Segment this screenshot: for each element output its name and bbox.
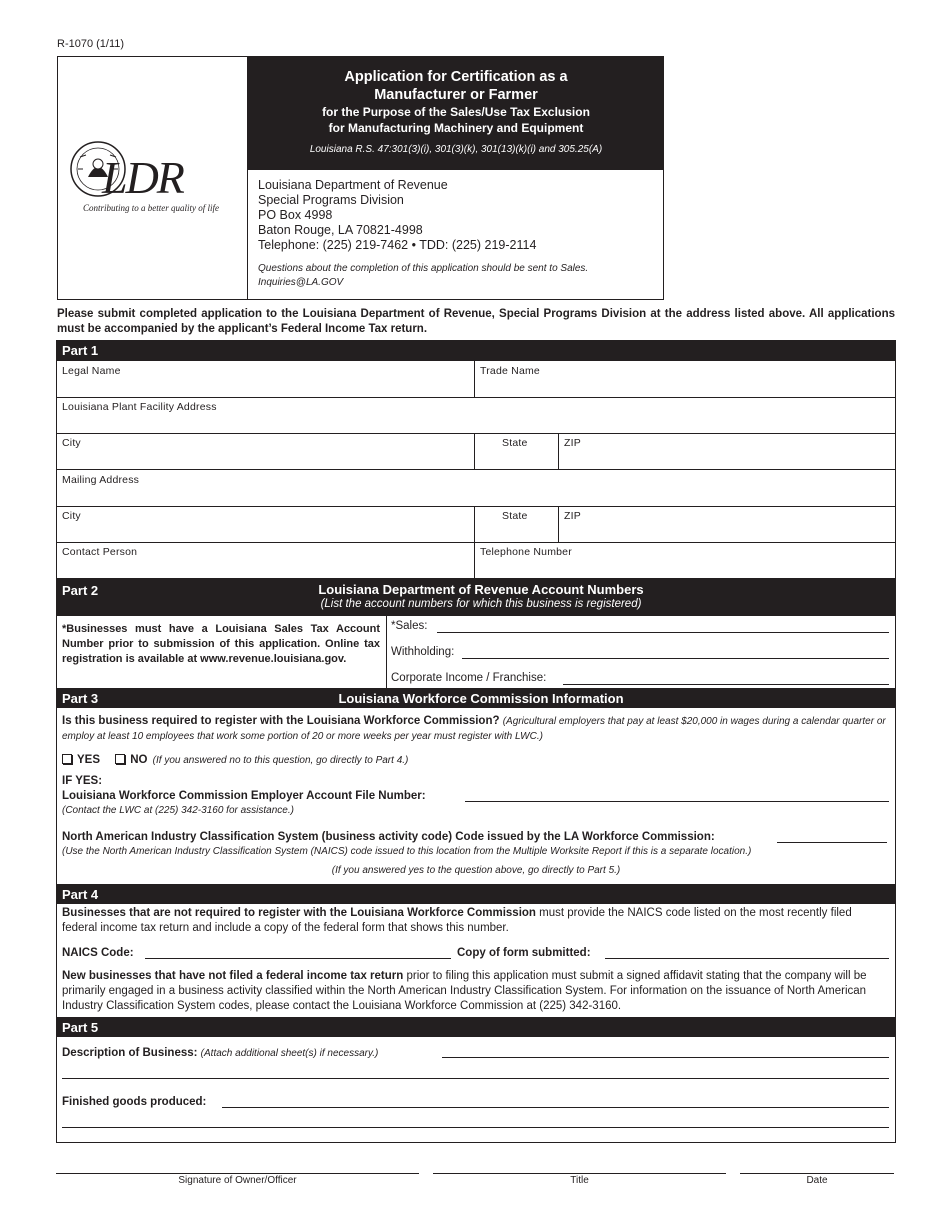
signature-date-label: Date (806, 1175, 828, 1186)
part2-subtitle: (List the account numbers for which this business is registered) (320, 598, 642, 610)
part4-heading: Part 4 (62, 887, 99, 902)
logo-text: LDR (102, 152, 183, 203)
questions-line-2: Inquiries@LA.GOV (258, 277, 344, 288)
address-line: Telephone: (225) 219-7462 • TDD: (225) 219-2114 (258, 238, 537, 252)
lwc-naics-note: (Use the North American Industry Classification System (NAICS) code issued to this location from the Multiple Worksite Report if this is a separate location.) (62, 846, 752, 857)
plant-city-field[interactable] (56, 434, 475, 470)
copy-form-input[interactable] (605, 958, 889, 959)
copy-form-label: Copy of form submitted: (457, 947, 591, 959)
description-input-line-1[interactable] (442, 1057, 889, 1058)
trade-name-field[interactable] (475, 361, 896, 398)
part3-heading: Part 3 (62, 691, 99, 706)
part2-header (56, 579, 896, 616)
address-block (258, 178, 658, 290)
plant-address-field[interactable] (56, 398, 896, 434)
no-option[interactable] (115, 754, 147, 766)
header-box (57, 56, 664, 300)
description-label (62, 1046, 378, 1061)
part2-title: Louisiana Department of Revenue Account Numbers (318, 582, 644, 597)
lwc-question-note: (Agricultural employers that pay at least $20,000 in wages during a calendar quarter or employ at least 10 employees that work some portion of 20 or more weeks per year must register with LWC.) (62, 716, 886, 742)
naics-code-input[interactable] (145, 958, 451, 959)
finished-goods-input-line-1[interactable] (222, 1107, 889, 1108)
plant-address-label: Louisiana Plant Facility Address (62, 401, 217, 413)
address-line: Special Programs Division (258, 193, 404, 207)
no-note: (If you answered no to this question, go directly to Part 4.) (152, 755, 409, 766)
contact-person-field[interactable] (56, 543, 475, 579)
lwc-yes-no (62, 753, 408, 768)
sales-input[interactable] (437, 632, 889, 633)
submission-instructions: Please submit completed application to the Louisiana Department of Revenue, Special Programs Division at the address listed above. All applications must be accompanied by the applicant’s Federal Income Tax return. (57, 308, 895, 335)
lwc-file-number-label: Louisiana Workforce Commission Employer Account File Number: (62, 790, 426, 802)
logo-tagline: Contributing to a better quality of life (83, 203, 219, 213)
lwc-file-number-input[interactable] (465, 801, 889, 802)
part1-heading: Part 1 (62, 343, 99, 358)
part4-header (56, 884, 896, 904)
questions-note (258, 262, 658, 290)
zip-label: ZIP (564, 510, 581, 522)
part4-para1-text: must provide the NAICS code listed on the most recently filed federal income tax return and include a copy of the federal form that shows this number. (62, 907, 852, 934)
part1-header (56, 340, 896, 361)
lwc-naics-input[interactable] (777, 842, 887, 843)
legal-name-label: Legal Name (62, 365, 121, 377)
telephone-label: Telephone Number (480, 546, 572, 558)
city-label: City (62, 437, 81, 449)
part2-divider (386, 616, 387, 688)
if-yes-label: IF YES: (62, 775, 103, 787)
signature-title-line[interactable] (433, 1173, 726, 1174)
naics-code-label: NAICS Code: (62, 947, 134, 959)
yes-checkbox[interactable] (62, 754, 72, 764)
part4-paragraph-2 (62, 969, 890, 1014)
signature-owner-label: Signature of Owner/Officer (178, 1175, 297, 1186)
state-label: State (502, 437, 528, 449)
state-label: State (502, 510, 528, 522)
city-label: City (62, 510, 81, 522)
title-block (248, 57, 664, 170)
plant-state-field[interactable] (475, 434, 559, 470)
part4-para1-bold: Businesses that are not required to register with the Louisiana Workforce Commission (62, 907, 536, 919)
zip-label: ZIP (564, 437, 581, 449)
no-label: NO (130, 754, 148, 766)
part2-heading: Part 2 (62, 583, 99, 598)
title-line-1: Application for Certification as a (344, 69, 568, 85)
description-input-line-2[interactable] (62, 1078, 889, 1079)
subtitle-line-1: for the Purpose of the Sales/Use Tax Exclusion (322, 105, 590, 119)
address-line: Baton Rouge, LA 70821-4998 (258, 223, 423, 237)
withholding-input[interactable] (462, 658, 889, 659)
lwc-naics-label: North American Industry Classification System (business activity code) Code issued by the LA Workforce Commission: (62, 831, 715, 843)
part4-para2-bold: New businesses that have not filed a federal income tax return (62, 970, 404, 982)
part3-title: Louisiana Workforce Commission Information (338, 691, 624, 706)
yes-label: YES (77, 754, 101, 766)
lwc-question-text: Is this business required to register with the Louisiana Workforce Commission? (62, 715, 500, 727)
part4-paragraph-1 (62, 906, 890, 936)
sales-label: *Sales: (391, 620, 428, 632)
logo-cell (58, 57, 248, 299)
yes-option[interactable] (62, 754, 100, 766)
sales-tax-note: *Businesses must have a Louisiana Sales Tax Account Number prior to submission of this application. Online tax registration is available at www.revenue.louisiana.gov. (62, 623, 380, 665)
description-note: (Attach additional sheet(s) if necessary.) (200, 1048, 379, 1059)
yes-skip-note: (If you answered yes to the question above, go directly to Part 5.) (331, 865, 621, 876)
finished-goods-input-line-2[interactable] (62, 1127, 889, 1128)
lwc-question (62, 714, 890, 744)
finished-goods-label: Finished goods produced: (62, 1096, 207, 1108)
plant-zip-field[interactable] (559, 434, 896, 470)
signature-owner-line[interactable] (56, 1173, 419, 1174)
form-number: R-1070 (1/11) (57, 38, 125, 50)
mailing-state-field[interactable] (475, 507, 559, 543)
withholding-label: Withholding: (391, 646, 455, 658)
lwc-contact-note: (Contact the LWC at (225) 342-3160 for assistance.) (62, 805, 294, 816)
no-checkbox[interactable] (115, 754, 125, 764)
mailing-address-label: Mailing Address (62, 474, 140, 486)
part3-header (56, 688, 896, 708)
part4-para2-text: prior to filing this application must submit a signed affidavit stating that the company will be primarily engaged in a business activity classified within the North American Industry Classification System. For information on the issuance of North American Industry Classification System codes, please contact the Louisiana Workforce Commission at (225) 342-3160. (62, 970, 867, 1012)
mailing-zip-field[interactable] (559, 507, 896, 543)
legal-name-field[interactable] (56, 361, 475, 398)
mailing-address-field[interactable] (56, 470, 896, 507)
address-line: Louisiana Department of Revenue (258, 178, 448, 192)
corporate-input[interactable] (563, 684, 889, 685)
signature-date-line[interactable] (740, 1173, 894, 1174)
title-line-2: Manufacturer or Farmer (374, 87, 538, 103)
mailing-city-field[interactable] (56, 507, 475, 543)
part5-header (56, 1017, 896, 1037)
telephone-field[interactable] (475, 543, 896, 579)
signature-title-label: Title (570, 1175, 589, 1186)
address-line: PO Box 4998 (258, 208, 333, 222)
contact-person-label: Contact Person (62, 546, 138, 558)
part5-heading: Part 5 (62, 1020, 99, 1035)
description-label-text: Description of Business: (62, 1047, 198, 1059)
questions-line-1: Questions about the completion of this application should be sent to Sales. (258, 263, 589, 274)
statute: Louisiana R.S. 47:301(3)(i), 301(3)(k), 301(13)(k)(i) and 305.25(A) (309, 144, 603, 155)
trade-name-label: Trade Name (480, 365, 540, 377)
corporate-label: Corporate Income / Franchise: (391, 672, 547, 684)
subtitle-line-2: for Manufacturing Machinery and Equipment (328, 121, 584, 135)
